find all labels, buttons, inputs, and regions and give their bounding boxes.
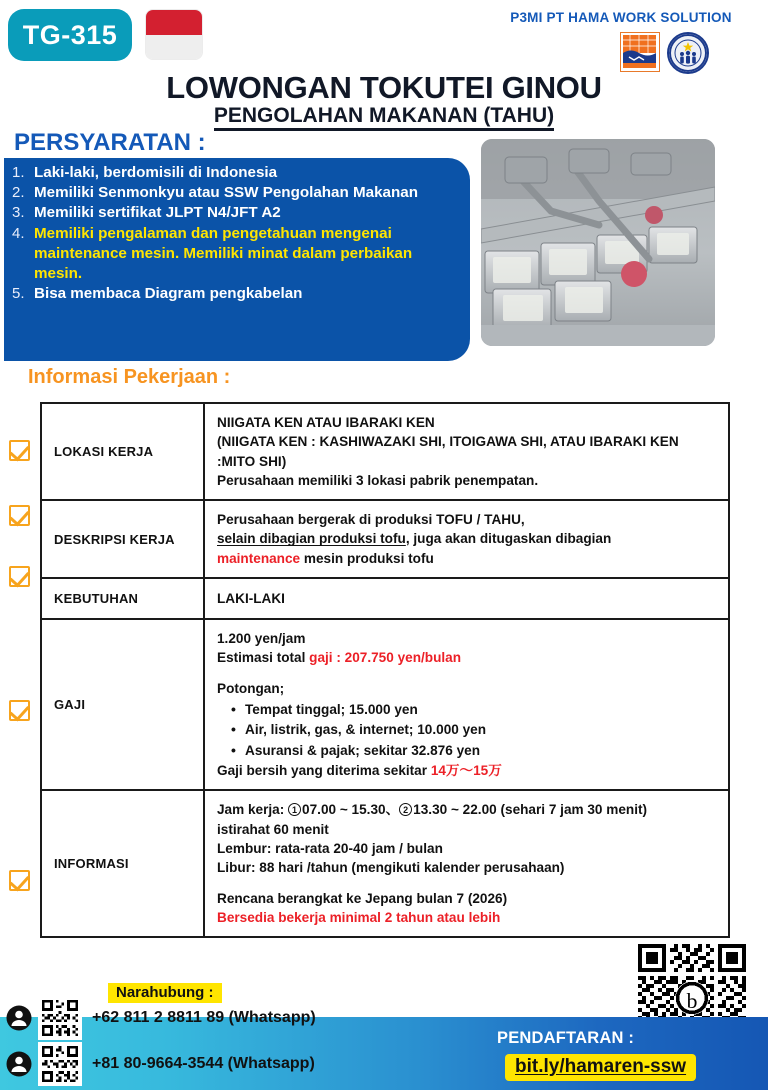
list-number: 2. — [12, 184, 25, 202]
desc-line-2 — [217, 529, 718, 548]
working-hours-line — [217, 800, 718, 819]
indonesia-flag-icon — [146, 10, 202, 59]
desc-maintenance: maintenance — [217, 550, 301, 566]
commitment-note: Bersedia bekerja minimal 2 tahun atau lebih — [217, 909, 501, 925]
shift-2-time: 13.30 ~ 22.00 (sehari 7 jam 30 menit) — [413, 802, 648, 818]
row-label: LOKASI KERJA — [41, 403, 204, 500]
holidays: Libur: 88 hari /tahun (mengikuti kalender perusahaan) — [217, 860, 565, 876]
list-text: Memiliki pengalaman dan pengetahuan mengenai maintenance mesin. Memiliki minat dalam perbaikan mesin. — [34, 224, 413, 283]
desc-underlined: selain dibagian produksi tofu — [217, 531, 406, 547]
spacer — [217, 668, 718, 679]
row-label: KEBUTUHAN — [41, 578, 204, 619]
page-title: LOWONGAN TOKUTEI GINOU — [166, 70, 602, 105]
list-item — [12, 284, 460, 304]
list-text: Memiliki sertifikat JLPT N4/JFT A2 — [34, 204, 281, 222]
contact-label: Narahubung : — [108, 983, 222, 1003]
list-item: • Asuransi & pajak; sekitar 32.876 yen — [231, 741, 718, 761]
row-label: GAJI — [41, 619, 204, 790]
table-row — [41, 403, 729, 500]
list-number: 5. — [12, 285, 25, 303]
list-number: 3. — [12, 204, 25, 222]
deduction-list — [231, 700, 718, 761]
shift-2-marker: 2 — [399, 803, 412, 816]
total-salary-line — [217, 648, 718, 667]
registration-link[interactable]: bit.ly/hamaren-ssw — [505, 1054, 696, 1081]
net-amount: 14万〜15万 — [430, 763, 502, 779]
svg-text:b: b — [686, 989, 698, 1013]
checkmark-icon — [9, 870, 30, 891]
row-label: DESKRIPSI KERJA — [41, 500, 204, 578]
contact-row-japan — [6, 1042, 315, 1086]
table-row — [41, 619, 729, 790]
list-item — [12, 163, 460, 183]
row-value: LAKI-LAKI — [204, 578, 729, 619]
row-value — [204, 403, 729, 500]
phone-number-indonesia[interactable]: +62 811 2 8811 89 (Whatsapp) — [92, 1009, 316, 1026]
registration-label: PENDAFTARAN : — [497, 1029, 635, 1047]
total-prefix: Estimasi total — [217, 650, 310, 666]
list-number: 4. — [12, 224, 25, 242]
row-value — [204, 500, 729, 578]
whatsapp-qr-id[interactable] — [38, 996, 82, 1040]
location-line: NIIGATA KEN ATAU IBARAKI KEN — [217, 415, 435, 430]
table-row — [41, 500, 729, 578]
hws-logo-icon — [667, 32, 709, 74]
agency-name: P3MI PT HAMA WORK SOLUTION — [510, 10, 732, 25]
location-line: (NIIGATA KEN : KASHIWAZAKI SHI, ITOIGAWA SHI, ATAU IBARAKI KEN :MITO SHI) — [217, 434, 679, 469]
deduction-heading: Potongan; — [217, 680, 285, 696]
desc-line-1: Perusahaan bergerak di produksi TOFU / TAHU, — [217, 512, 525, 528]
hourly-wage: 1.200 yen/jam — [217, 631, 306, 647]
checkmark-icon — [9, 700, 30, 721]
contact-row-id — [6, 996, 316, 1040]
requirements-list — [12, 163, 460, 305]
requirements-box — [4, 158, 470, 361]
checkmark-icon — [9, 440, 30, 461]
checkmark-icon — [9, 505, 30, 526]
whatsapp-qr-japan[interactable] — [38, 1042, 82, 1086]
location-line: Perusahaan memiliki 3 lokasi pabrik penempatan. — [217, 472, 539, 488]
list-text: Memiliki Senmonkyu atau SSW Pengolahan Makanan — [34, 184, 418, 202]
list-item — [12, 183, 460, 203]
departure-plan: Rencana berangkat ke Jepang bulan 7 (2026) — [217, 890, 508, 906]
list-text: Bisa membaca Diagram pengkabelan — [34, 285, 303, 303]
desc-rest: , juga akan ditugaskan dibagian — [405, 531, 612, 547]
break-time: istirahat 60 menit — [217, 821, 329, 837]
job-code-badge: TG-315 — [8, 9, 132, 61]
flag-red-stripe — [146, 10, 202, 35]
section-heading-job-info: Informasi Pekerjaan : — [28, 366, 231, 388]
list-item: • Air, listrik, gas, & internet; 10.000 yen — [231, 720, 718, 740]
overtime: Lembur: rata-rata 20-40 jam / bulan — [217, 841, 443, 857]
net-salary-line — [217, 761, 718, 780]
list-number: 1. — [12, 164, 25, 181]
flag-white-stripe — [146, 35, 202, 60]
checkmark-icon — [9, 566, 30, 587]
total-amount: gaji : 207.750 yen/bulan — [309, 650, 462, 666]
table-row — [41, 790, 729, 937]
hours-prefix: Jam kerja: — [217, 802, 289, 818]
logo-group — [620, 32, 709, 74]
net-prefix: Gaji bersih yang diterima sekitar — [217, 763, 431, 779]
row-value — [204, 790, 729, 937]
table-row — [41, 578, 729, 619]
person-icon — [6, 1051, 32, 1077]
row-label: INFORMASI — [41, 790, 204, 937]
desc-rest: mesin produksi tofu — [300, 550, 434, 566]
page-subtitle: PENGOLAHAN MAKANAN (TAHU) — [0, 104, 768, 128]
factory-photo — [481, 139, 715, 346]
job-details-table — [40, 402, 730, 938]
list-text: Laki-laki, berdomisili di Indonesia — [34, 164, 278, 181]
requirements-heading: PERSYARATAN : — [14, 129, 206, 156]
spacer — [217, 878, 718, 889]
shift-1-time: 07.00 ~ 15.30、 — [302, 802, 400, 818]
person-icon — [6, 1005, 32, 1031]
list-item — [12, 203, 460, 223]
row-value — [204, 619, 729, 790]
list-item: • Tempat tinggal; 15.000 yen — [231, 700, 718, 720]
shift-1-marker: 1 — [288, 803, 301, 816]
phone-number-japan[interactable]: +81 80-9664-3544 (Whatsapp) — [92, 1055, 315, 1072]
hamaren-logo-icon — [620, 32, 660, 72]
list-item — [12, 224, 460, 285]
desc-line-3 — [217, 549, 718, 568]
